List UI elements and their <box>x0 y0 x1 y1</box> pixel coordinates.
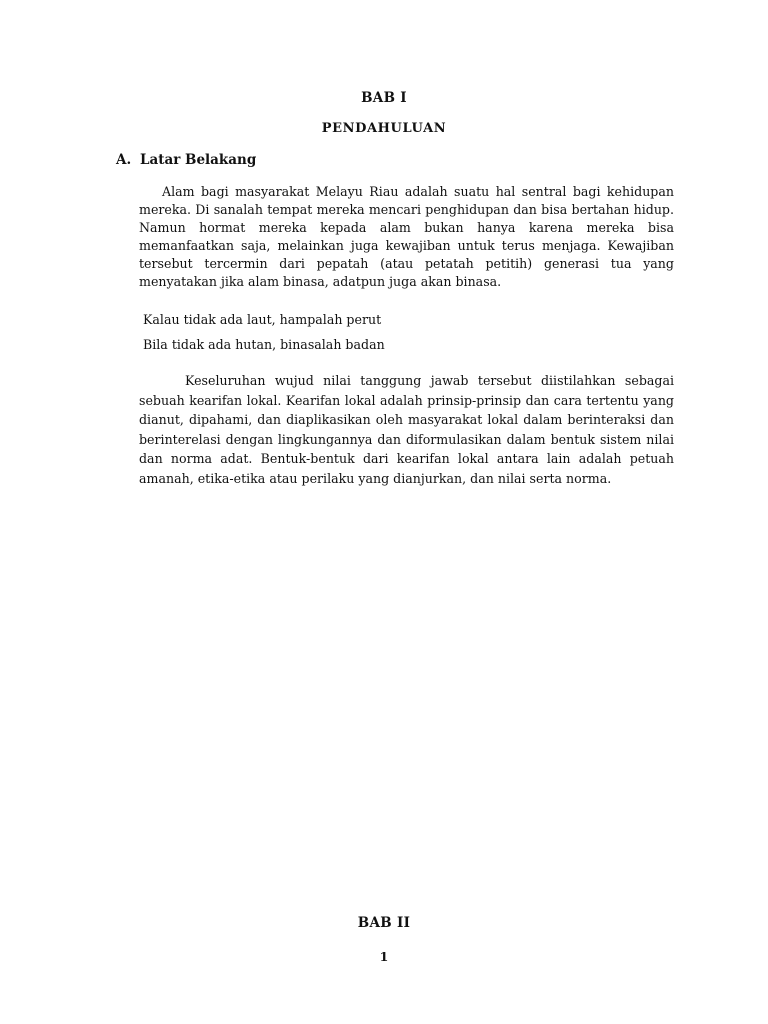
chapter-title: BAB I <box>361 90 407 106</box>
next-chapter-title: BAB II <box>357 915 411 931</box>
pantun-line-1: Kalau tidak ada laut, hampalah perut <box>143 312 382 327</box>
chapter-subtitle: PENDAHULUAN <box>321 121 447 136</box>
paragraph-2: Keseluruhan wujud nilai tanggung jawab tersebut diistilahkan sebagai sebuah kearifan lokal. Kearifan lokal adalah prinsip-prinsip dan cara tertentu yang dianut, dipahami, dan diaplikasikan oleh masyarakat lokal dalam berinteraksi dan berinterelasi dengan lingkungannya dan diformulasikan dalam bentuk sistem nilai dan norma adat. Bentuk-bentuk dari kearifan lokal antara lain adalah petuah amanah, etika-etika atau perilaku yang dianjurkan, dan nilai serta norma. <box>139 373 674 486</box>
section-number: A. <box>116 152 132 168</box>
pantun-line-2: Bila tidak ada hutan, binasalah badan <box>143 337 385 352</box>
paragraph-1: Alam bagi masyarakat Melayu Riau adalah suatu hal sentral bagi kehidupan mereka. Di sanalah tempat mereka mencari penghidupan dan bisa bertahan hidup. Namun hormat mereka kepada alam bukan hanya karena mereka bisa memanfaatkan saja, melainkan juga kewajiban untuk terus menjaga. Kewajiban tersebut tercermin dari pepatah (atau petatah petitih) generasi tua yang menyatakan jika alam binasa, adatpun juga akan binasa. <box>139 184 674 289</box>
section-heading-text: Latar Belakang <box>140 152 257 168</box>
page-number: 1 <box>379 949 389 964</box>
section-heading <box>116 152 256 168</box>
